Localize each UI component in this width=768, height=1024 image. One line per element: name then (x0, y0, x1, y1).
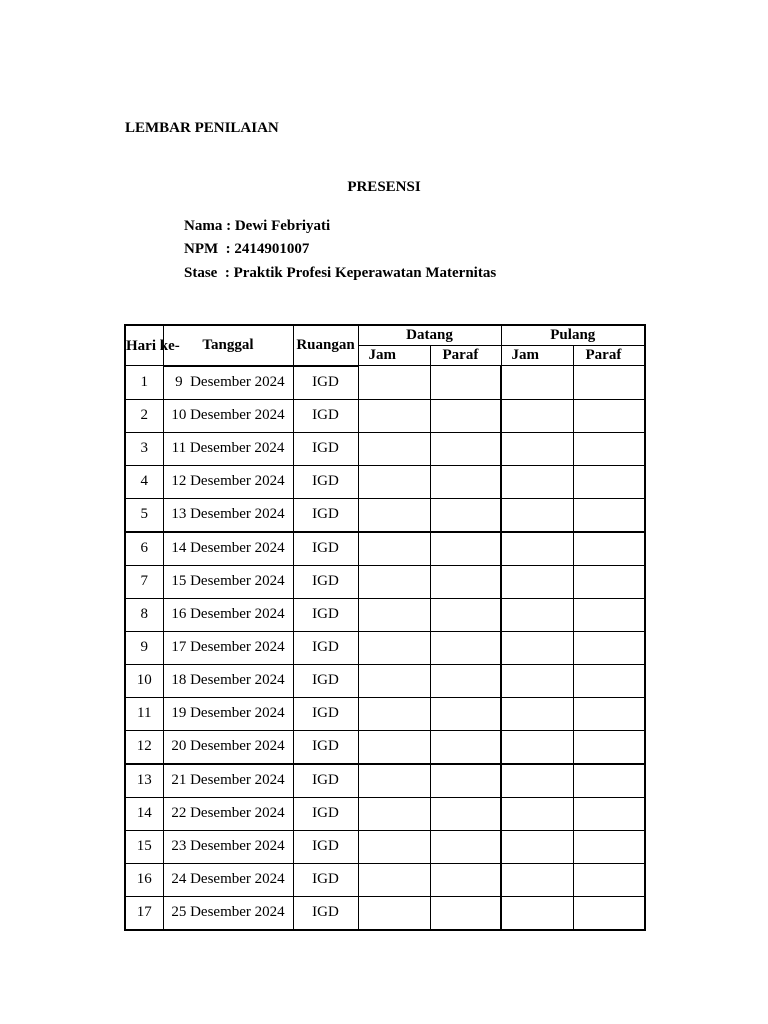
datang-paraf-cell[interactable] (430, 664, 501, 697)
student-name: Nama : Dewi Febriyati (184, 218, 331, 234)
pulang-paraf-cell[interactable] (573, 532, 645, 566)
room-cell: IGD (293, 664, 358, 697)
pulang-jam-cell[interactable] (501, 631, 573, 664)
date-cell: 22 Desember 2024 (163, 797, 293, 830)
room-cell: IGD (293, 498, 358, 532)
table-row (125, 863, 645, 896)
pulang-paraf-cell[interactable] (573, 697, 645, 730)
date-cell: 23 Desember 2024 (163, 830, 293, 863)
student-stase: Stase : Praktik Profesi Keperawatan Maternitas (184, 265, 497, 281)
day-number-cell: 16 (125, 863, 163, 896)
date-cell: 13 Desember 2024 (163, 498, 293, 532)
day-number-cell: 7 (125, 565, 163, 598)
room-cell: IGD (293, 399, 358, 432)
table-row (125, 797, 645, 830)
date-cell: 12 Desember 2024 (163, 465, 293, 498)
header-ruangan: Ruangan (293, 325, 358, 366)
date-cell: 9 Desember 2024 (163, 366, 293, 400)
table-row (125, 730, 645, 764)
day-number-cell: 10 (125, 664, 163, 697)
day-number-cell: 13 (125, 764, 163, 798)
pulang-jam-cell[interactable] (501, 896, 573, 930)
datang-paraf-cell[interactable] (430, 863, 501, 896)
pulang-jam-cell[interactable] (501, 598, 573, 631)
table-row (125, 664, 645, 697)
datang-jam-cell[interactable] (358, 598, 430, 631)
datang-jam-cell[interactable] (358, 465, 430, 498)
section-title: PRESENSI (347, 179, 421, 195)
datang-jam-cell[interactable] (358, 498, 430, 532)
day-number-cell: 3 (125, 432, 163, 465)
room-cell: IGD (293, 465, 358, 498)
pulang-paraf-cell[interactable] (573, 863, 645, 896)
date-cell: 25 Desember 2024 (163, 896, 293, 930)
datang-paraf-cell[interactable] (430, 730, 501, 764)
table-row (125, 565, 645, 598)
pulang-paraf-cell[interactable] (573, 764, 645, 798)
pulang-jam-cell[interactable] (501, 465, 573, 498)
pulang-jam-cell[interactable] (501, 366, 573, 400)
datang-jam-cell[interactable] (358, 664, 430, 697)
room-cell: IGD (293, 631, 358, 664)
pulang-paraf-cell[interactable] (573, 664, 645, 697)
pulang-jam-cell[interactable] (501, 532, 573, 566)
pulang-jam-cell[interactable] (501, 399, 573, 432)
date-cell: 21 Desember 2024 (163, 764, 293, 798)
pulang-paraf-cell[interactable] (573, 399, 645, 432)
datang-jam-cell[interactable] (358, 896, 430, 930)
pulang-paraf-cell[interactable] (573, 366, 645, 400)
room-cell: IGD (293, 532, 358, 566)
pulang-jam-cell[interactable] (501, 830, 573, 863)
datang-jam-cell[interactable] (358, 863, 430, 896)
room-cell: IGD (293, 432, 358, 465)
table-row (125, 498, 645, 532)
day-number-cell: 6 (125, 532, 163, 566)
pulang-paraf-cell[interactable] (573, 730, 645, 764)
pulang-paraf-cell[interactable] (573, 830, 645, 863)
room-cell: IGD (293, 697, 358, 730)
attendance-table (124, 324, 646, 931)
header-hari: Hari ke- (125, 325, 163, 366)
datang-jam-cell[interactable] (358, 532, 430, 566)
table-row (125, 432, 645, 465)
student-npm: NPM : 2414901007 (184, 241, 310, 257)
pulang-jam-cell[interactable] (501, 863, 573, 896)
room-cell: IGD (293, 797, 358, 830)
room-cell: IGD (293, 830, 358, 863)
datang-paraf-cell[interactable] (430, 565, 501, 598)
datang-paraf-cell[interactable] (430, 498, 501, 532)
date-cell: 16 Desember 2024 (163, 598, 293, 631)
date-cell: 14 Desember 2024 (163, 532, 293, 566)
room-cell: IGD (293, 565, 358, 598)
pulang-jam-cell[interactable] (501, 664, 573, 697)
day-number-cell: 4 (125, 465, 163, 498)
room-cell: IGD (293, 366, 358, 400)
datang-paraf-cell[interactable] (430, 598, 501, 631)
date-cell: 20 Desember 2024 (163, 730, 293, 764)
day-number-cell: 14 (125, 797, 163, 830)
datang-paraf-cell[interactable] (430, 465, 501, 498)
date-cell: 15 Desember 2024 (163, 565, 293, 598)
datang-jam-cell[interactable] (358, 366, 430, 400)
datang-paraf-cell[interactable] (430, 697, 501, 730)
pulang-paraf-cell[interactable] (573, 631, 645, 664)
datang-paraf-cell[interactable] (430, 631, 501, 664)
day-number-cell: 9 (125, 631, 163, 664)
pulang-paraf-cell[interactable] (573, 565, 645, 598)
datang-jam-cell[interactable] (358, 631, 430, 664)
pulang-paraf-cell[interactable] (573, 465, 645, 498)
room-cell: IGD (293, 863, 358, 896)
pulang-jam-cell[interactable] (501, 697, 573, 730)
datang-paraf-cell[interactable] (430, 764, 501, 798)
document-title: LEMBAR PENILAIAN (125, 120, 279, 136)
room-cell: IGD (293, 598, 358, 631)
day-number-cell: 1 (125, 366, 163, 400)
table-row (125, 399, 645, 432)
day-number-cell: 12 (125, 730, 163, 764)
datang-jam-cell[interactable] (358, 730, 430, 764)
table-row (125, 532, 645, 566)
room-cell: IGD (293, 764, 358, 798)
pulang-jam-cell[interactable] (501, 498, 573, 532)
datang-jam-cell[interactable] (358, 797, 430, 830)
attendance-rows (125, 366, 645, 930)
date-cell: 17 Desember 2024 (163, 631, 293, 664)
table-row (125, 465, 645, 498)
day-number-cell: 8 (125, 598, 163, 631)
pulang-jam-cell[interactable] (501, 797, 573, 830)
pulang-paraf-cell[interactable] (573, 432, 645, 465)
datang-jam-cell[interactable] (358, 764, 430, 798)
pulang-jam-cell[interactable] (501, 764, 573, 798)
date-cell: 18 Desember 2024 (163, 664, 293, 697)
header-datang: Datang (358, 325, 501, 346)
table-row (125, 830, 645, 863)
table-row (125, 366, 645, 400)
datang-paraf-cell[interactable] (430, 830, 501, 863)
datang-paraf-cell[interactable] (430, 366, 501, 400)
date-cell: 11 Desember 2024 (163, 432, 293, 465)
header-pulang: Pulang (501, 325, 645, 346)
day-number-cell: 11 (125, 697, 163, 730)
room-cell: IGD (293, 896, 358, 930)
datang-paraf-cell[interactable] (430, 797, 501, 830)
datang-jam-cell[interactable] (358, 432, 430, 465)
table-row (125, 631, 645, 664)
pulang-paraf-cell[interactable] (573, 896, 645, 930)
room-cell: IGD (293, 730, 358, 764)
datang-paraf-cell[interactable] (430, 432, 501, 465)
table-row (125, 764, 645, 798)
datang-jam-cell[interactable] (358, 697, 430, 730)
datang-jam-cell[interactable] (358, 399, 430, 432)
header-pulang-jam: Jam (501, 346, 573, 366)
table-row (125, 697, 645, 730)
header-row (125, 325, 645, 346)
header-datang-jam: Jam (358, 346, 430, 366)
table-row (125, 598, 645, 631)
pulang-jam-cell[interactable] (501, 730, 573, 764)
datang-paraf-cell[interactable] (430, 399, 501, 432)
day-number-cell: 17 (125, 896, 163, 930)
datang-paraf-cell[interactable] (430, 532, 501, 566)
header-tanggal: Tanggal (163, 325, 293, 366)
day-number-cell: 2 (125, 399, 163, 432)
date-cell: 10 Desember 2024 (163, 399, 293, 432)
day-number-cell: 15 (125, 830, 163, 863)
pulang-paraf-cell[interactable] (573, 498, 645, 532)
datang-paraf-cell[interactable] (430, 896, 501, 930)
pulang-paraf-cell[interactable] (573, 797, 645, 830)
datang-jam-cell[interactable] (358, 830, 430, 863)
day-number-cell: 5 (125, 498, 163, 532)
pulang-paraf-cell[interactable] (573, 598, 645, 631)
datang-jam-cell[interactable] (358, 565, 430, 598)
table-row (125, 896, 645, 930)
date-cell: 24 Desember 2024 (163, 863, 293, 896)
pulang-jam-cell[interactable] (501, 432, 573, 465)
header-pulang-paraf: Paraf (573, 346, 645, 366)
header-datang-paraf: Paraf (430, 346, 501, 366)
date-cell: 19 Desember 2024 (163, 697, 293, 730)
pulang-jam-cell[interactable] (501, 565, 573, 598)
